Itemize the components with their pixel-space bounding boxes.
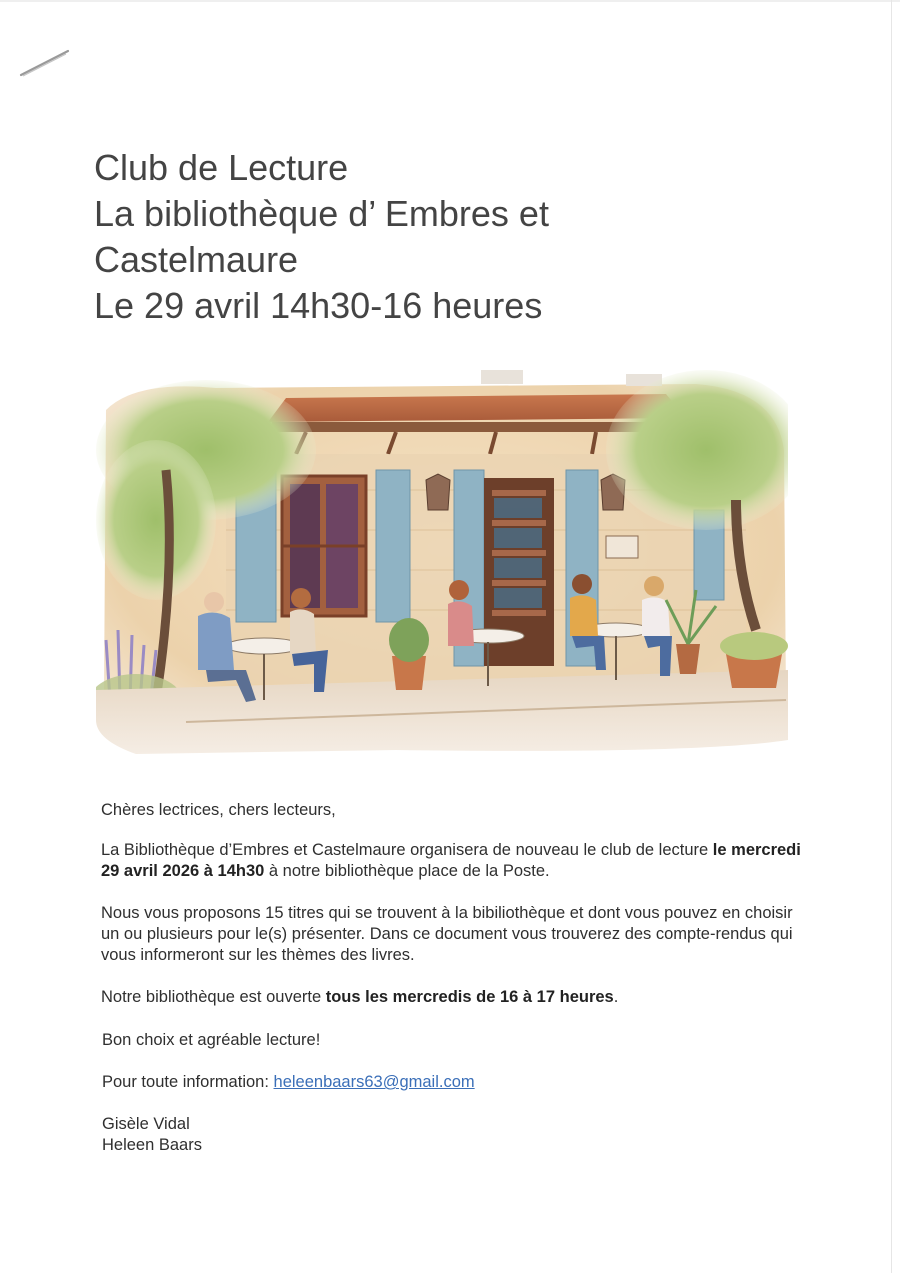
hours-paragraph [101, 987, 801, 1008]
intro-location: à notre bibliothèque place de la Poste. [264, 862, 550, 880]
title-line-4: Le 29 avril 14h30-16 heures [94, 285, 543, 326]
greeting: Chères lectrices, chers lecteurs, [101, 801, 336, 819]
signatures [102, 1114, 202, 1156]
title-line-3: Castelmaure [94, 239, 299, 280]
opening-hours: tous les mercredis de 16 à 17 heures [325, 988, 614, 1006]
intro-text: La Bibliothèque d’Embres et Castelmaure organisera de nouveau le club de lecture [101, 841, 713, 859]
email-link[interactable]: heleenbaars63@gmail.com [273, 1073, 475, 1091]
signature-2: Heleen Baars [102, 1136, 202, 1154]
intro-paragraph [101, 840, 801, 882]
page-title [94, 145, 714, 329]
contact-paragraph [102, 1072, 475, 1093]
page-edge [891, 0, 892, 1273]
title-line-1: Club de Lecture [94, 147, 349, 188]
meeting-date: le mercredi 29 avril 2026 à 14h30 [101, 841, 801, 880]
closing-wish: Bon choix et agréable lecture! [102, 1031, 321, 1049]
titles-paragraph: Nous vous proposons 15 titres qui se trouvent à la bibiliothèque et dont vous pouvez en choisir un ou plusieurs pour le(s) présenter. Dans ce document vous trouverez des compte-rendus qui vous informeront sur les thèmes des livres. [101, 904, 793, 964]
cafe-terrace-illustration [96, 370, 788, 760]
hours-text: Notre bibliothèque est ouverte [101, 988, 326, 1006]
title-line-2: La bibliothèque d’ Embres et [94, 193, 549, 234]
hours-end: . [613, 988, 619, 1006]
signature-1: Gisèle Vidal [102, 1115, 190, 1133]
pencil-mark-icon [18, 48, 74, 78]
contact-label: Pour toute information: [102, 1073, 274, 1091]
scan-top-edge [0, 0, 900, 2]
